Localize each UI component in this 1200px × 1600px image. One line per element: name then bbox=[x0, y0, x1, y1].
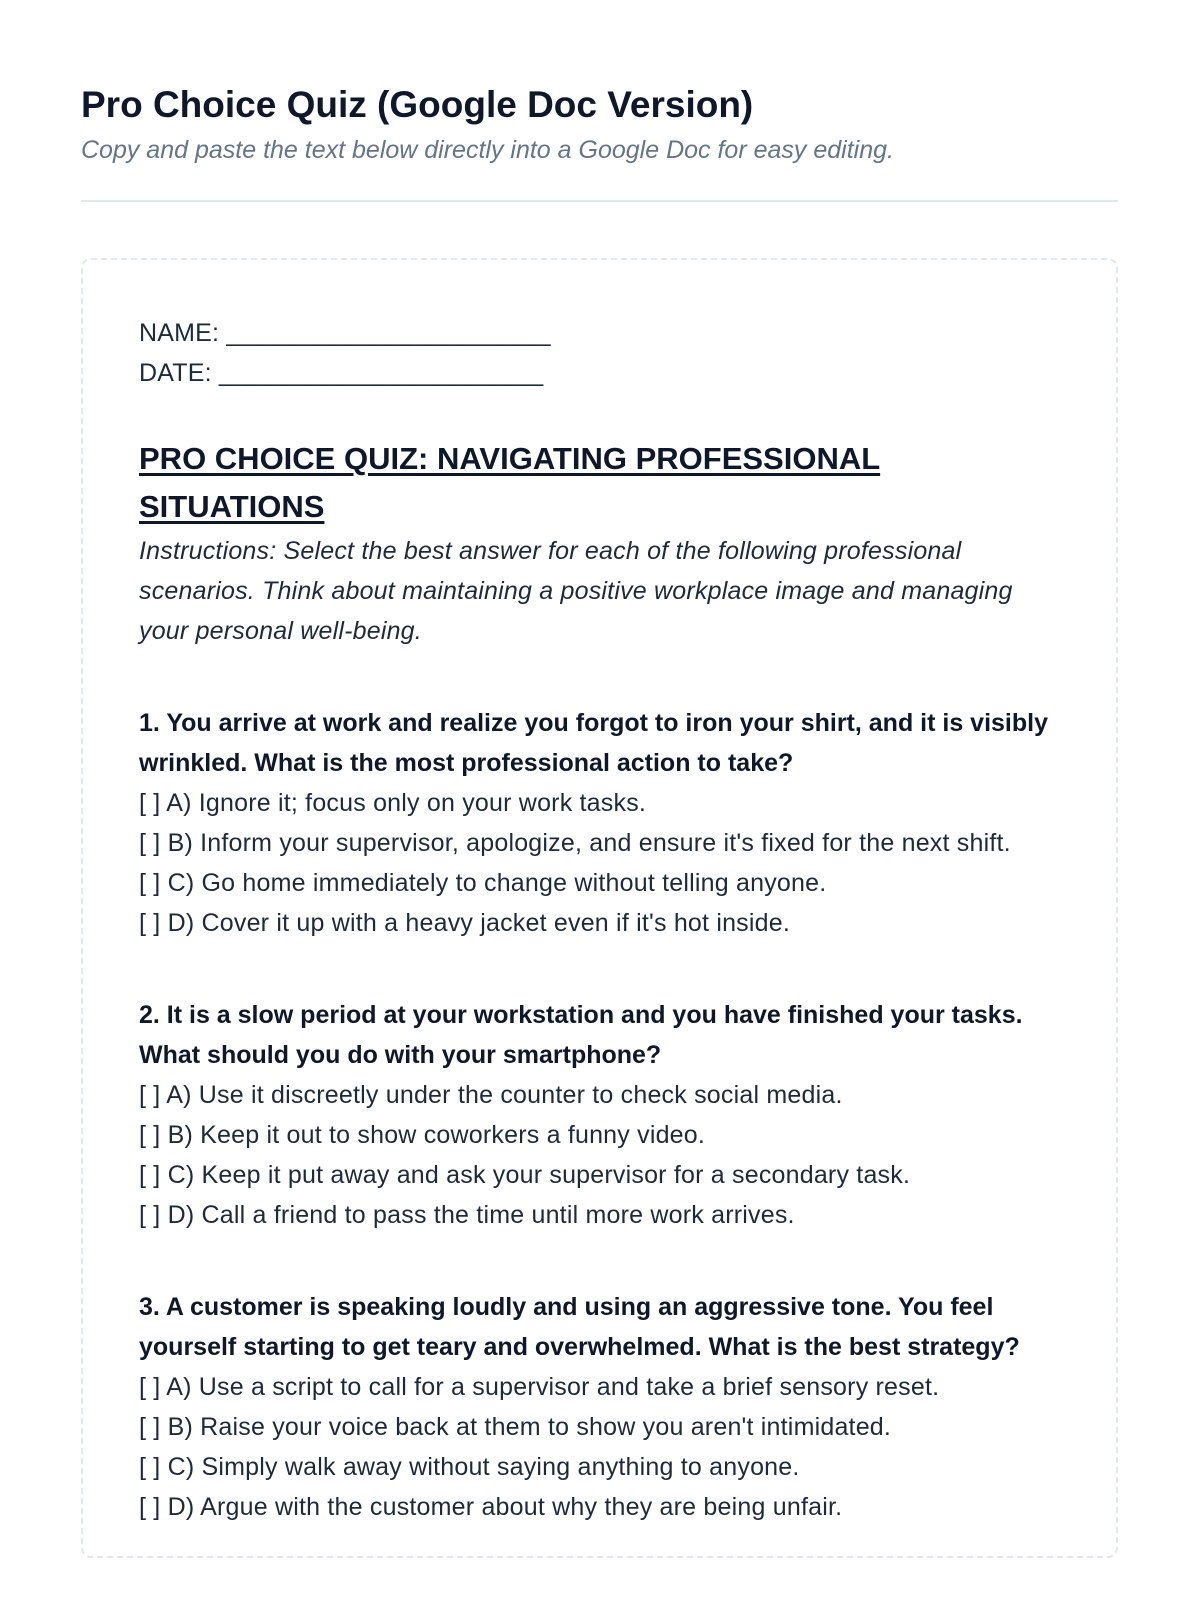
name-line: NAME: _______________________ bbox=[139, 319, 551, 347]
answer-option[interactable]: [ ] C) Simply walk away without saying anything to anyone. bbox=[139, 1453, 800, 1481]
date-line: DATE: _______________________ bbox=[139, 359, 544, 387]
page-subtitle: Copy and paste the text below directly into a Google Doc for easy editing. bbox=[81, 136, 894, 164]
answer-option[interactable]: [ ] A) Ignore it; focus only on your work tasks. bbox=[139, 789, 647, 817]
divider bbox=[81, 200, 1118, 202]
question-text: 1. You arrive at work and realize you forgot to iron your shirt, and it is visibly wrinkled. What is the most professional action to take? bbox=[139, 709, 1048, 777]
question-text: 2. It is a slow period at your workstation and you have finished your tasks. What should you do with your smartphone? bbox=[139, 1001, 1023, 1069]
answer-option[interactable]: [ ] D) Cover it up with a heavy jacket even if it's hot inside. bbox=[139, 909, 790, 937]
answer-option[interactable]: [ ] B) Keep it out to show coworkers a funny video. bbox=[139, 1121, 706, 1149]
question-1 bbox=[139, 703, 1060, 943]
answer-option[interactable]: [ ] A) Use it discreetly under the counter to check social media. bbox=[139, 1081, 843, 1109]
answer-option[interactable]: [ ] B) Inform your supervisor, apologize, and ensure it's fixed for the next shift. bbox=[139, 829, 1011, 857]
question-3 bbox=[139, 1287, 1060, 1527]
page-title: Pro Choice Quiz (Google Doc Version) bbox=[81, 84, 754, 125]
answer-option[interactable]: [ ] C) Go home immediately to change without telling anyone. bbox=[139, 869, 827, 897]
answer-option[interactable]: [ ] A) Use a script to call for a supervisor and take a brief sensory reset. bbox=[139, 1373, 940, 1401]
answer-option[interactable]: [ ] C) Keep it put away and ask your supervisor for a secondary task. bbox=[139, 1161, 911, 1189]
question-text: 3. A customer is speaking loudly and using an aggressive tone. You feel yourself starting to get teary and overwhelmed. What is the best strategy? bbox=[139, 1293, 1020, 1361]
answer-option[interactable]: [ ] B) Raise your voice back at them to show you aren't intimidated. bbox=[139, 1413, 892, 1441]
quiz-heading: PRO CHOICE QUIZ: NAVIGATING PROFESSIONAL SITUATIONS bbox=[139, 441, 881, 524]
answer-option[interactable]: [ ] D) Argue with the customer about why they are being unfair. bbox=[139, 1493, 843, 1521]
question-2 bbox=[139, 995, 1060, 1235]
answer-option[interactable]: [ ] D) Call a friend to pass the time until more work arrives. bbox=[139, 1201, 795, 1229]
quiz-document-card[interactable] bbox=[81, 258, 1118, 1558]
instructions: Instructions: Select the best answer for each of the following professional scenarios. Think about maintaining a positive workplace image and managing your personal well-being. bbox=[139, 537, 1013, 645]
